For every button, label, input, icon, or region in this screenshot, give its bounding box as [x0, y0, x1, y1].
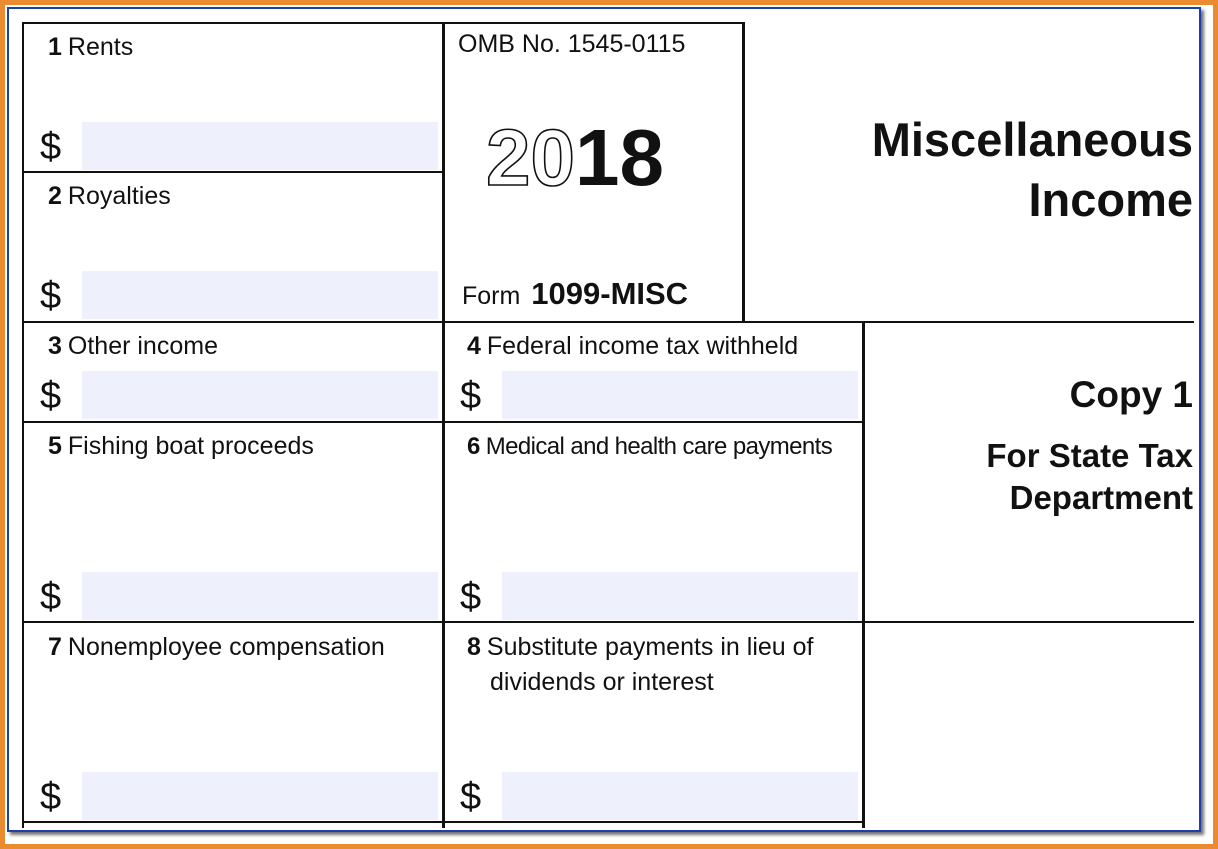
box-5-amount-field[interactable] — [82, 572, 438, 620]
tax-year — [486, 113, 664, 202]
tax-year-century: 20 — [486, 113, 575, 202]
box-7-label — [48, 630, 385, 665]
box-3-number: 3 — [48, 332, 62, 360]
dollar-sign: $ — [40, 776, 62, 818]
box-7-number: 7 — [48, 633, 62, 661]
box-5-label — [48, 429, 314, 464]
divider — [22, 321, 1194, 323]
copy-recipient-line2: Department — [1009, 478, 1193, 516]
box-5-number: 5 — [48, 432, 62, 460]
copy-recipient — [986, 435, 1193, 518]
box-8-text: Substitute payments in lieu of dividends or interest — [486, 633, 814, 696]
box-6-amount-field[interactable] — [502, 572, 858, 620]
box-6-text: Medical and health care payments — [485, 433, 833, 460]
box-3-amount-field[interactable] — [82, 371, 438, 419]
box-2-label — [48, 179, 171, 214]
box-1-amount-field[interactable] — [82, 122, 438, 170]
dollar-sign: $ — [40, 576, 62, 618]
omb-number: OMB No. 1545-0115 — [458, 30, 686, 58]
dollar-sign: $ — [460, 776, 482, 818]
box-1-number: 1 — [48, 33, 62, 61]
tax-year-digits: 18 — [574, 113, 664, 202]
box-2-amount-field[interactable] — [82, 271, 438, 319]
box-1-label — [48, 30, 133, 65]
divider — [862, 322, 865, 828]
box-4-amount-field[interactable] — [502, 371, 858, 419]
form-prefix: Form — [462, 282, 521, 310]
box-3-text: Other income — [67, 332, 218, 360]
box-8-number: 8 — [467, 633, 481, 661]
dollar-sign: $ — [460, 576, 482, 618]
copy-recipient-line1: For State Tax — [986, 437, 1193, 474]
box-2-number: 2 — [48, 182, 62, 210]
box-7-text: Nonemployee compensation — [67, 633, 385, 661]
box-2-text: Royalties — [67, 182, 171, 210]
box-4-number: 4 — [467, 332, 481, 360]
dollar-sign: $ — [40, 126, 62, 168]
divider — [22, 421, 862, 423]
box-7-amount-field[interactable] — [82, 772, 438, 820]
box-6-label — [467, 430, 832, 463]
copy-label: Copy 1 — [1069, 374, 1193, 415]
form-title — [872, 110, 1193, 229]
divider — [22, 621, 1194, 623]
divider — [22, 821, 862, 823]
dollar-sign: $ — [460, 375, 482, 417]
box-8-label — [467, 630, 865, 699]
form-identifier — [462, 276, 688, 312]
box-4-text: Federal income tax withheld — [486, 332, 799, 360]
form-title-line1: Miscellaneous — [871, 113, 1193, 166]
box-3-label — [48, 329, 218, 364]
box-8-amount-field[interactable] — [502, 772, 858, 820]
box-6-number: 6 — [467, 433, 480, 460]
box-1-text: Rents — [67, 33, 134, 61]
divider — [22, 22, 744, 24]
form-number: 1099-MISC — [531, 276, 689, 311]
box-4-label — [467, 329, 798, 364]
divider — [742, 22, 745, 322]
dollar-sign: $ — [40, 375, 62, 417]
box-5-text: Fishing boat proceeds — [67, 432, 314, 460]
divider — [22, 22, 24, 828]
divider — [22, 171, 442, 173]
form-title-line2: Income — [1028, 172, 1193, 226]
dollar-sign: $ — [40, 275, 62, 317]
divider — [442, 22, 445, 828]
